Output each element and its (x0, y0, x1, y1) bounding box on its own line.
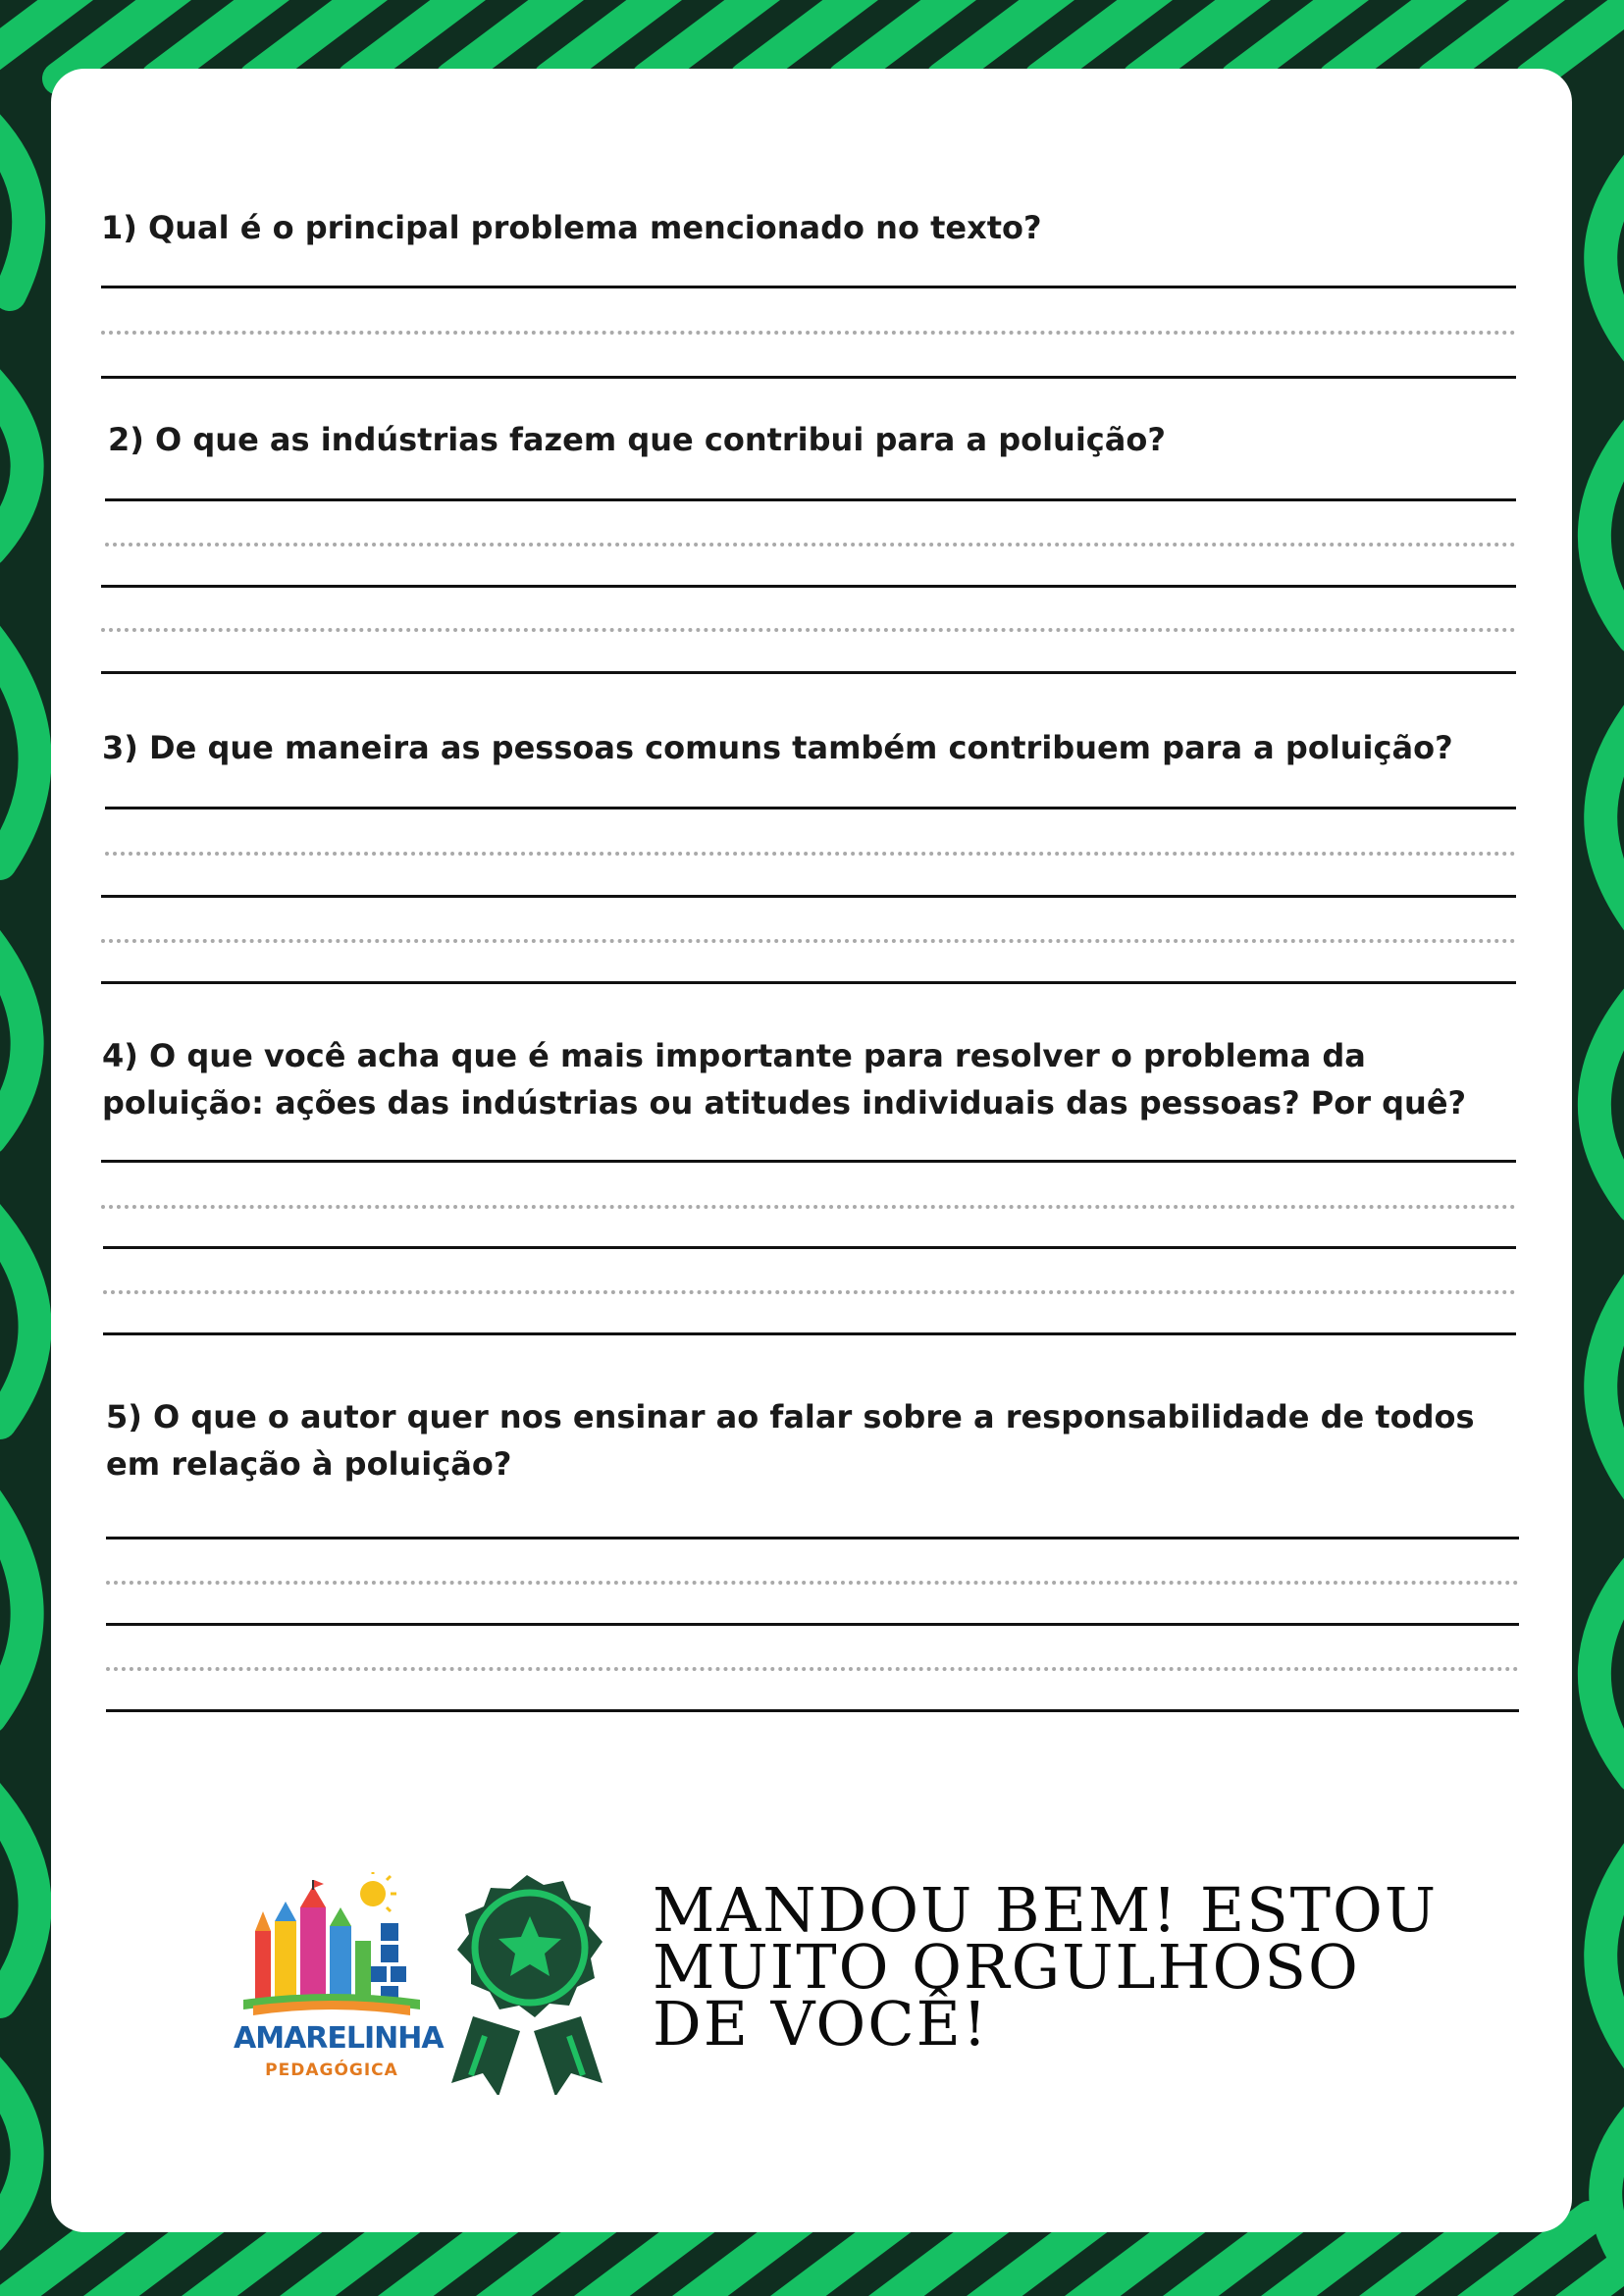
question-4 (102, 1032, 1466, 1126)
castle-icon (234, 1872, 430, 2019)
answer-line (101, 671, 1516, 674)
question-3-text: 3) De que maneira as pessoas comuns também contribuem para a poluição? (102, 729, 1453, 766)
answer-line (101, 286, 1516, 288)
answer-line (103, 1246, 1516, 1249)
question-1-text: 1) Qual é o principal problema mencionado no texto? (101, 209, 1042, 246)
praise-line-1: MANDOU BEM! ESTOU (653, 1874, 1439, 1946)
award-badge-icon (434, 1869, 620, 2095)
logo-name: AMARELINHA (234, 2021, 444, 2056)
answer-line (101, 1160, 1516, 1163)
question-1 (101, 204, 1042, 251)
question-5-line-2: em relação à poluição? (106, 1445, 512, 1483)
answer-line (106, 1537, 1519, 1539)
answer-guide-line (105, 852, 1516, 856)
answer-guide-line (101, 1205, 1516, 1209)
answer-line (106, 1709, 1519, 1712)
question-4-line-2: poluição: ações das indústrias ou atitudes individuais das pessoas? Por quê? (102, 1084, 1467, 1122)
question-5 (106, 1393, 1475, 1487)
amarelinha-logo (234, 1872, 444, 2098)
answer-line (101, 376, 1516, 379)
answer-guide-line (101, 331, 1516, 335)
answer-guide-line (106, 1667, 1519, 1671)
answer-guide-line (106, 1581, 1519, 1585)
answer-line (106, 1623, 1519, 1626)
answer-line (101, 895, 1516, 898)
praise-message (653, 1874, 1439, 2060)
answer-line (101, 585, 1516, 588)
question-4-line-1: 4) O que você acha que é mais importante para resolver o problema da (102, 1037, 1366, 1074)
answer-line (105, 807, 1516, 809)
answer-guide-line (105, 543, 1516, 547)
question-5-line-1: 5) O que o autor quer nos ensinar ao falar sobre a responsabilidade de todos (106, 1398, 1475, 1435)
answer-line (101, 981, 1516, 984)
logo-subtitle: PEDAGÓGICA (265, 2061, 398, 2080)
question-2-text: 2) O que as indústrias fazem que contribui para a poluição? (108, 421, 1166, 458)
answer-line (105, 498, 1516, 501)
answer-guide-line (101, 939, 1516, 943)
answer-guide-line (101, 628, 1516, 632)
question-2 (108, 416, 1166, 463)
question-3 (102, 724, 1453, 771)
praise-line-2: MUITO ORGULHOSO (653, 1931, 1360, 2003)
answer-guide-line (103, 1290, 1516, 1294)
praise-line-3: DE VOCÊ! (653, 1988, 989, 2060)
answer-line (103, 1332, 1516, 1335)
